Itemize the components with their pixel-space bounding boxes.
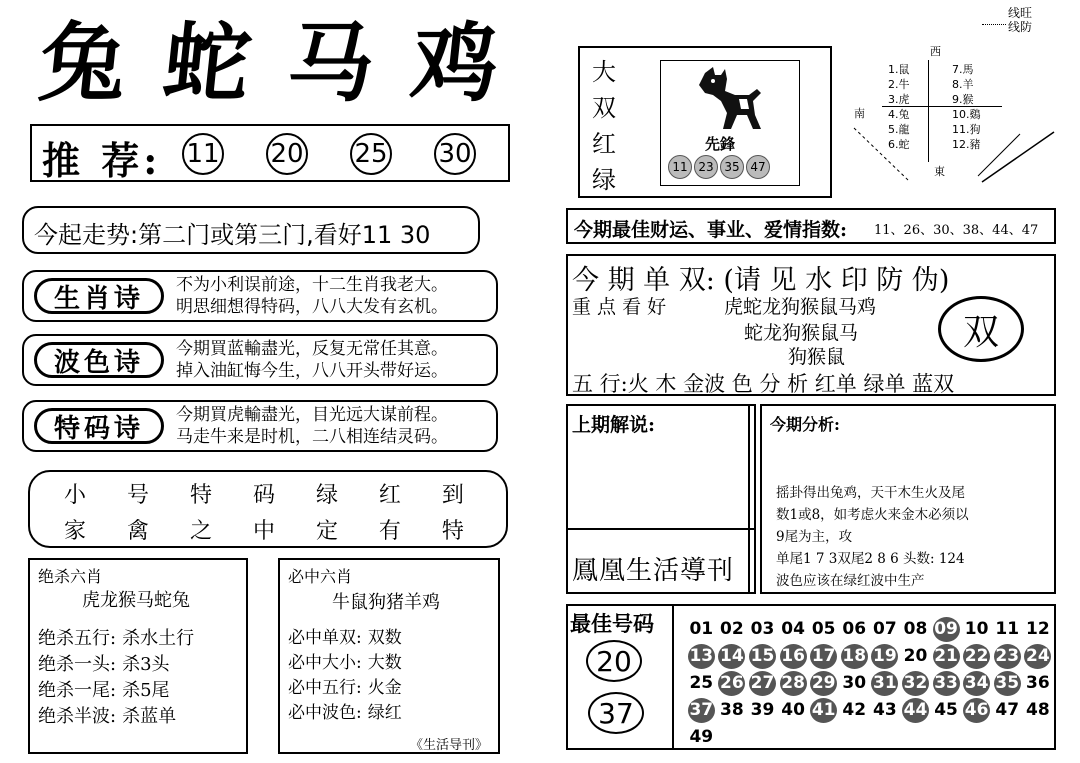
sd-line1: 虎蛇龙狗猴鼠马鸡 bbox=[724, 296, 877, 318]
zodiac-item: 9.猴 bbox=[952, 93, 974, 106]
zodiac-table bbox=[848, 40, 1076, 190]
grid-number: 48 bbox=[1025, 700, 1050, 720]
grid-number: 49 bbox=[689, 727, 714, 747]
grid-number: 33 bbox=[933, 671, 960, 696]
grid-number: 30 bbox=[842, 673, 867, 693]
sd-bottom: 五 行:火 木 金波 色 分 析 红单 绿单 蓝双 bbox=[572, 372, 955, 396]
riddle-char: 绿 bbox=[315, 483, 338, 508]
riddle-char: 红 bbox=[378, 483, 401, 508]
grid-number: 39 bbox=[750, 700, 775, 720]
sd-heading: 今 期 单 双: (请 见 水 印 防 伪) bbox=[572, 265, 950, 296]
must-key: 必中单双: bbox=[288, 628, 362, 648]
grid-number: 26 bbox=[718, 671, 745, 696]
must-line bbox=[288, 651, 402, 676]
grid-number: 34 bbox=[963, 671, 990, 696]
sd-focus-label: 重 点 看 好 bbox=[572, 296, 667, 318]
zodiac-item: 12.豬 bbox=[952, 138, 981, 151]
grid-number: 43 bbox=[873, 700, 897, 720]
recommend-number: 25 bbox=[350, 133, 392, 175]
riddle-char: 号 bbox=[126, 483, 149, 508]
poem-special-line1: 今期買虎輸盡光，目光远大谋前程。 bbox=[176, 405, 448, 425]
grid-number: 10 bbox=[964, 619, 989, 639]
trend-box bbox=[22, 206, 480, 254]
zodiac-east: 東 bbox=[934, 165, 945, 178]
kill-key: 绝杀一尾: bbox=[38, 680, 117, 701]
best-pick-2: 37 bbox=[588, 692, 644, 734]
pioneer-side-char: 双 bbox=[592, 94, 616, 122]
poem-color-line2: 掉入油缸悔今生，八八开头带好运。 bbox=[176, 361, 448, 381]
kill-line bbox=[38, 652, 194, 678]
pioneer-label: 先鋒 bbox=[705, 135, 736, 153]
must-key: 必中五行: bbox=[288, 678, 362, 698]
recommend-numbers bbox=[182, 133, 518, 175]
grid-number: 11 bbox=[995, 619, 1020, 639]
grid-number: 07 bbox=[873, 619, 897, 639]
poem-text-zodiac bbox=[176, 274, 448, 318]
poem-tag-special: 特码诗 bbox=[34, 408, 164, 444]
zodiac-item: 11.狗 bbox=[952, 123, 981, 136]
riddle-row-2 bbox=[64, 514, 464, 545]
last-issue-box bbox=[566, 404, 756, 594]
must-value: 大数 bbox=[367, 653, 402, 673]
grid-number: 06 bbox=[842, 619, 867, 639]
header-right-line1: 线旺 bbox=[1008, 6, 1033, 20]
grid-number: 31 bbox=[871, 671, 898, 696]
kill-key: 绝杀半波: bbox=[38, 706, 117, 727]
zodiac-item: 7.馬 bbox=[952, 63, 974, 76]
grid-number: 09 bbox=[933, 617, 960, 642]
analysis-line: 9尾为主，攻 bbox=[776, 529, 853, 545]
grid-number: 41 bbox=[810, 698, 837, 723]
recommend-number: 11 bbox=[182, 133, 224, 175]
kill-box bbox=[28, 558, 248, 754]
kill-line bbox=[38, 678, 194, 704]
kill-lines bbox=[38, 626, 194, 730]
grid-number: 05 bbox=[811, 619, 836, 639]
riddle-char: 有 bbox=[378, 519, 401, 544]
last-issue-brand: 鳳凰生活導刊 bbox=[572, 556, 735, 586]
must-key: 必中大小: bbox=[288, 653, 362, 673]
grid-number: 12 bbox=[1025, 619, 1050, 639]
recommend-label: 推 荐: bbox=[42, 138, 162, 183]
best-label: 最佳号码 bbox=[570, 611, 654, 636]
pioneer-number: 47 bbox=[746, 155, 770, 179]
riddle-char: 码 bbox=[252, 483, 275, 508]
recommend-number: 30 bbox=[434, 133, 476, 175]
index-values: 11、26、30、38、44、47 bbox=[874, 223, 1039, 238]
riddle-char: 到 bbox=[441, 483, 464, 508]
kill-value: 杀5尾 bbox=[122, 680, 170, 701]
grid-number: 22 bbox=[963, 644, 990, 669]
sd-line3: 狗猴鼠 bbox=[788, 346, 846, 368]
grid-number: 42 bbox=[842, 700, 867, 720]
dog-icon bbox=[691, 65, 769, 133]
must-lines bbox=[288, 626, 402, 726]
grid-number: 21 bbox=[933, 644, 960, 669]
grid-number: 01 bbox=[689, 619, 714, 639]
kill-key: 绝杀一头: bbox=[38, 654, 117, 675]
analysis-line: 摇卦得出兔鸡，天干木生火及尾 bbox=[776, 485, 965, 501]
riddle-box bbox=[28, 470, 508, 548]
kill-value: 杀蓝单 bbox=[122, 706, 177, 727]
must-value: 双数 bbox=[367, 628, 402, 648]
riddle-row-1 bbox=[64, 478, 464, 509]
grid-number: 17 bbox=[810, 644, 837, 669]
zodiac-item: 10.鷄 bbox=[952, 108, 981, 121]
grid-number: 46 bbox=[963, 698, 990, 723]
poem-text-color bbox=[176, 338, 448, 382]
grid-number: 35 bbox=[994, 671, 1021, 696]
best-pick-1: 20 bbox=[586, 640, 642, 682]
must-box bbox=[278, 558, 500, 754]
poem-zodiac-line1: 不为小利误前途，十二生肖我老大。 bbox=[176, 275, 448, 295]
zodiac-item: 1.鼠 bbox=[888, 63, 910, 76]
grid-number: 04 bbox=[781, 619, 805, 639]
grid-number: 47 bbox=[995, 700, 1020, 720]
analysis-lines bbox=[776, 482, 969, 592]
recommend-number: 20 bbox=[266, 133, 308, 175]
pioneer-inner bbox=[660, 60, 800, 186]
kill-line bbox=[38, 626, 194, 652]
grid-number: 20 bbox=[903, 646, 928, 666]
grid-number: 03 bbox=[750, 619, 775, 639]
grid-number: 16 bbox=[780, 644, 807, 669]
must-line bbox=[288, 626, 402, 651]
must-line bbox=[288, 676, 402, 701]
index-box bbox=[566, 208, 1056, 244]
pioneer-side-char: 红 bbox=[592, 130, 616, 158]
riddle-char: 中 bbox=[252, 519, 275, 544]
pioneer-side-text bbox=[592, 54, 616, 198]
trend-text: 今起走势:第二门或第三门,看好11 30 bbox=[34, 221, 431, 249]
pioneer-number: 23 bbox=[694, 155, 718, 179]
zodiac-west: 西 bbox=[930, 45, 941, 58]
grid-number: 08 bbox=[903, 619, 928, 639]
poem-color-line1: 今期買蓝輸盡光，反复无常任其意。 bbox=[176, 339, 448, 359]
grid-number: 40 bbox=[781, 700, 805, 720]
poem-special-line2: 马走牛来是时机，二八相连结灵码。 bbox=[176, 427, 448, 447]
zodiac-item: 6.蛇 bbox=[888, 138, 910, 151]
poem-text-special bbox=[176, 404, 448, 448]
zodiac-item: 4.兔 bbox=[888, 108, 910, 121]
pioneer-numbers bbox=[667, 155, 771, 179]
grid-number: 32 bbox=[902, 671, 929, 696]
zodiac-lines bbox=[848, 40, 1076, 190]
grid-number: 02 bbox=[720, 619, 744, 639]
grid-number: 45 bbox=[934, 700, 958, 720]
last-issue-label: 上期解说: bbox=[572, 414, 656, 436]
single-double-box bbox=[566, 254, 1056, 396]
grid-number: 25 bbox=[689, 673, 714, 693]
analysis-line: 波色应该在绿红波中生产 bbox=[776, 573, 925, 589]
pioneer-box bbox=[578, 46, 832, 198]
kill-line bbox=[38, 704, 194, 730]
riddle-char: 禽 bbox=[126, 519, 149, 544]
analysis-label: 今期分析: bbox=[770, 415, 840, 434]
poem-box-special bbox=[22, 400, 498, 452]
grid-number: 14 bbox=[718, 644, 745, 669]
must-value: 绿红 bbox=[367, 703, 402, 723]
zodiac-item: 3.虎 bbox=[888, 93, 910, 106]
zodiac-item: 8.羊 bbox=[952, 78, 974, 91]
analysis-line: 单尾1 7 3双尾2 8 6 头数: 124 bbox=[776, 551, 965, 567]
analysis-line: 数1或8，如考虑火来金木必须以 bbox=[776, 507, 969, 523]
poem-tag-color: 波色诗 bbox=[34, 342, 164, 378]
grid-number: 44 bbox=[902, 698, 929, 723]
index-label: 今期最佳财运、事业、爱情指数: bbox=[574, 219, 848, 241]
poem-zodiac-line2: 明思细想得特码，八八大发有玄机。 bbox=[176, 297, 448, 317]
kill-zodiacs: 虎龙猴马蛇兔 bbox=[82, 590, 190, 611]
grid-number: 24 bbox=[1024, 644, 1051, 669]
recommend-box bbox=[30, 124, 510, 182]
grid-number: 29 bbox=[810, 671, 837, 696]
pioneer-number: 35 bbox=[720, 155, 744, 179]
grid-number: 38 bbox=[720, 700, 744, 720]
analysis-box bbox=[760, 404, 1056, 594]
sd-line2: 蛇龙狗猴鼠马 bbox=[744, 322, 859, 344]
riddle-char: 定 bbox=[315, 519, 338, 544]
riddle-char: 小 bbox=[64, 483, 87, 508]
grid-number: 15 bbox=[749, 644, 776, 669]
grid-number: 23 bbox=[994, 644, 1021, 669]
pioneer-side-char: 大 bbox=[592, 58, 616, 86]
grid-number: 13 bbox=[688, 644, 715, 669]
grid-number: 36 bbox=[1025, 673, 1050, 693]
number-grid bbox=[686, 616, 1056, 751]
must-title: 必中六肖 bbox=[288, 567, 353, 586]
poem-box-zodiac bbox=[22, 270, 498, 322]
must-footer: 《生活导刊》 bbox=[410, 738, 489, 753]
zodiac-item: 5.龍 bbox=[888, 123, 910, 136]
zodiac-item: 2.牛 bbox=[888, 78, 910, 91]
zodiac-south: 南 bbox=[854, 107, 865, 120]
riddle-char: 家 bbox=[64, 519, 87, 544]
grid-number: 27 bbox=[749, 671, 776, 696]
sd-badge: 双 bbox=[938, 296, 1024, 362]
grid-number: 18 bbox=[841, 644, 868, 669]
pioneer-side-char: 绿 bbox=[592, 166, 616, 194]
grid-number: 37 bbox=[688, 698, 715, 723]
page-title: 兔蛇马鸡 bbox=[34, 14, 542, 114]
riddle-char: 特 bbox=[441, 519, 464, 544]
riddle-char: 特 bbox=[189, 483, 212, 508]
header-right-line2: 线防 bbox=[1008, 20, 1033, 34]
kill-value: 杀3头 bbox=[122, 654, 170, 675]
must-key: 必中波色: bbox=[288, 703, 362, 723]
kill-title: 绝杀六肖 bbox=[38, 567, 103, 586]
grid-number: 28 bbox=[780, 671, 807, 696]
poem-box-color bbox=[22, 334, 498, 386]
must-zodiacs: 牛鼠狗猪羊鸡 bbox=[332, 592, 440, 613]
pioneer-number: 11 bbox=[668, 155, 692, 179]
kill-key: 绝杀五行: bbox=[38, 628, 117, 649]
poem-tag-zodiac: 生肖诗 bbox=[34, 278, 164, 314]
riddle-char: 之 bbox=[189, 519, 212, 544]
must-line bbox=[288, 701, 402, 726]
header-right-note bbox=[1008, 6, 1032, 34]
must-value: 火金 bbox=[367, 678, 402, 698]
grid-number: 19 bbox=[871, 644, 898, 669]
kill-value: 杀水土行 bbox=[122, 628, 195, 649]
